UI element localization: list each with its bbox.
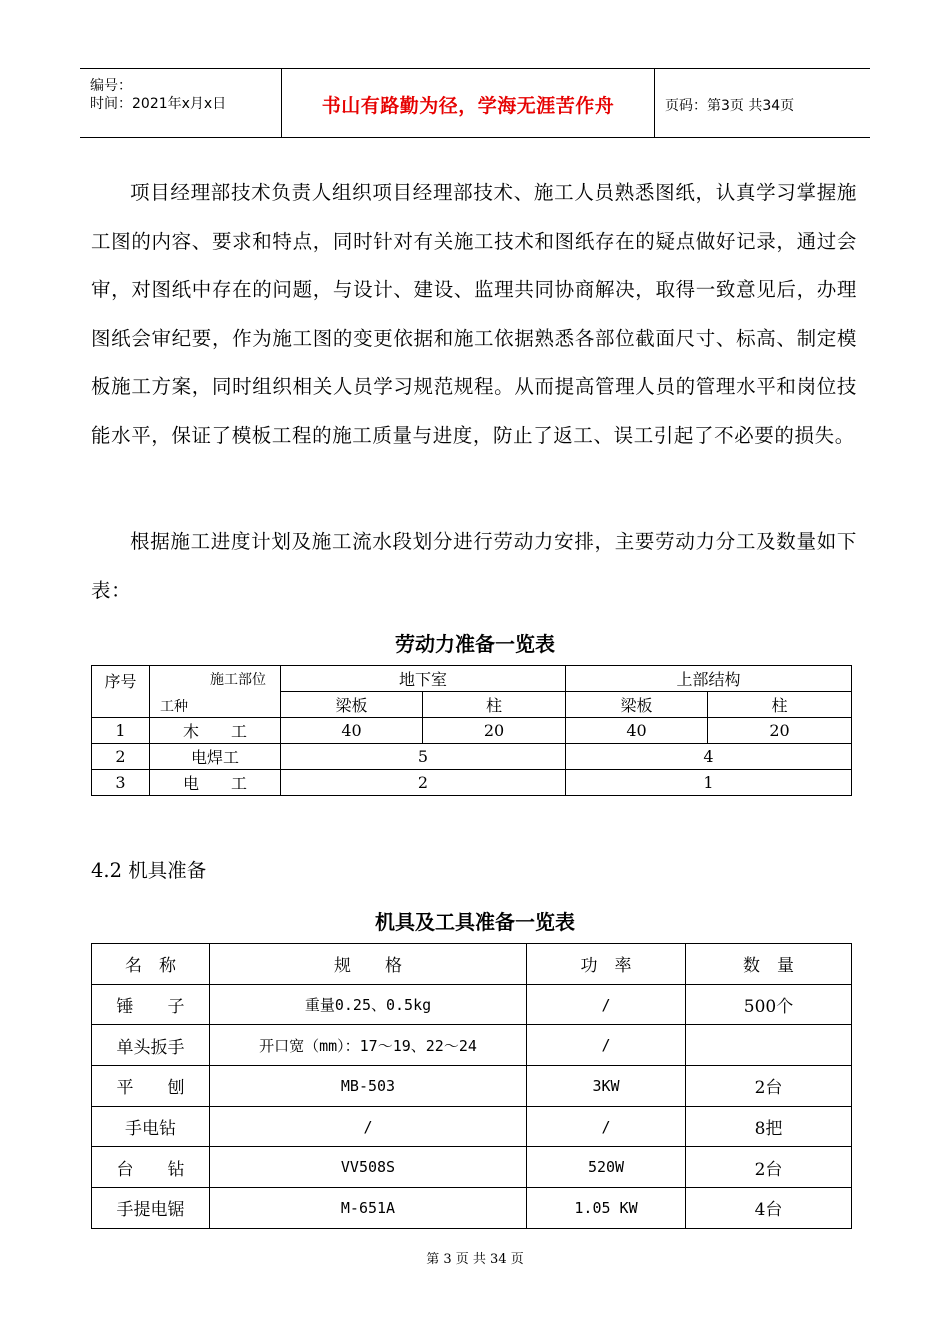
header-part-trade [150, 666, 281, 718]
tool-quantity: 2台 [686, 1147, 852, 1188]
row-trade: 木 工 [150, 718, 281, 744]
row-basement-total: 2 [281, 770, 566, 796]
tool-power: 1.05 KW [527, 1188, 686, 1229]
row-trade: 电 工 [150, 770, 281, 796]
header-basement-beam: 梁板 [281, 692, 423, 718]
tool-name: 手提电锯 [92, 1188, 210, 1229]
header-seq: 序号 [92, 666, 150, 718]
row-seq: 1 [92, 718, 150, 744]
tool-spec: / [210, 1106, 527, 1147]
header-page-cell [655, 69, 870, 137]
tools-table-title: 机具及工具准备一览表 [375, 910, 575, 934]
labor-table-title: 劳动力准备一览表 [395, 632, 555, 656]
section-heading: 4.2 机具准备 [91, 859, 207, 882]
tool-spec: 重量0.25、0.5kg [210, 984, 527, 1025]
table-row [92, 1106, 852, 1147]
row-upper-beam: 40 [566, 718, 708, 744]
tool-power: 3KW [527, 1066, 686, 1107]
tool-name: 手电钻 [92, 1106, 210, 1147]
tool-quantity: 4台 [686, 1188, 852, 1229]
header-basement: 地下室 [281, 666, 566, 692]
tool-spec: M-651A [210, 1188, 527, 1229]
tool-name: 台 钻 [92, 1147, 210, 1188]
header-spec: 规 格 [210, 944, 527, 985]
table-row [92, 1188, 852, 1229]
tool-power: / [527, 984, 686, 1025]
tool-quantity: 8把 [686, 1106, 852, 1147]
table-row [92, 744, 852, 770]
row-basement-column: 20 [423, 718, 566, 744]
labor-table [91, 665, 852, 796]
header-upper-column: 柱 [708, 692, 852, 718]
table-row [92, 1147, 852, 1188]
paragraph-drawing-review: 项目经理部技术负责人组织项目经理部技术、施工人员熟悉图纸，认真学习掌握施工图的内容、要求和特点，同时针对有关施工技术和图纸存在的疑点做好记录，通过会审，对图纸中存在的问题，与设计、建设、监理共同协商解决，取得一致意见后，办理图纸会审纪要，作为施工图的变更依据和施工依据熟悉各部位截面尺寸、标高、制定模板施工方案，同时组织相关人员学习规范规程。从而提高管理人员的管理水平和岗位技能水平，保证了模板工程的施工质量与进度，防止了返工、误工引起了不必要的损失。 [91, 181, 857, 447]
header-page-info: 页码：第3页 共34页 [665, 98, 795, 114]
table-row [92, 770, 852, 796]
row-seq: 3 [92, 770, 150, 796]
header-name: 名 称 [92, 944, 210, 985]
page-header [80, 68, 870, 138]
tool-name: 锤 子 [92, 984, 210, 1025]
tool-spec: MB-503 [210, 1066, 527, 1107]
header-power: 功 率 [527, 944, 686, 985]
tool-power: / [527, 1106, 686, 1147]
page-footer: 第 3 页 共 34 页 [426, 1252, 524, 1267]
header-motto: 书山有路勤为径，学海无涯苦作舟 [321, 95, 615, 117]
doc-number-label: 编号： [90, 78, 132, 94]
table-row [92, 718, 852, 744]
header-basement-column: 柱 [423, 692, 566, 718]
header-trade: 工种 [160, 699, 188, 715]
tool-quantity: 2台 [686, 1066, 852, 1107]
row-basement-beam: 40 [281, 718, 423, 744]
tool-power: / [527, 1025, 686, 1066]
header-quantity: 数 量 [686, 944, 852, 985]
table-row [92, 984, 852, 1025]
row-upper-total: 4 [566, 744, 852, 770]
tool-spec: 开口宽（mm）：17～19、22～24 [210, 1025, 527, 1066]
header-part: 施工部位 [210, 672, 266, 688]
table-header-row [92, 944, 852, 985]
row-trade: 电焊工 [150, 744, 281, 770]
tool-spec: VV508S [210, 1147, 527, 1188]
paragraph-labor-arrangement: 根据施工进度计划及施工流水段划分进行劳动力安排，主要劳动力分工及数量如下表： [91, 530, 857, 602]
tool-name: 平 刨 [92, 1066, 210, 1107]
tool-name: 单头扳手 [92, 1025, 210, 1066]
row-upper-column: 20 [708, 718, 852, 744]
header-meta-cell [80, 69, 282, 137]
tool-quantity [686, 1025, 852, 1066]
doc-date: 时间：2021年x月x日 [90, 96, 227, 112]
table-row [92, 1025, 852, 1066]
tool-quantity: 500个 [686, 984, 852, 1025]
tools-table [91, 943, 852, 1229]
header-motto-cell [282, 69, 655, 137]
row-seq: 2 [92, 744, 150, 770]
table-row [92, 1066, 852, 1107]
header-upper-beam: 梁板 [566, 692, 708, 718]
row-basement-total: 5 [281, 744, 566, 770]
header-upper: 上部结构 [566, 666, 852, 692]
row-upper-total: 1 [566, 770, 852, 796]
tool-power: 520W [527, 1147, 686, 1188]
